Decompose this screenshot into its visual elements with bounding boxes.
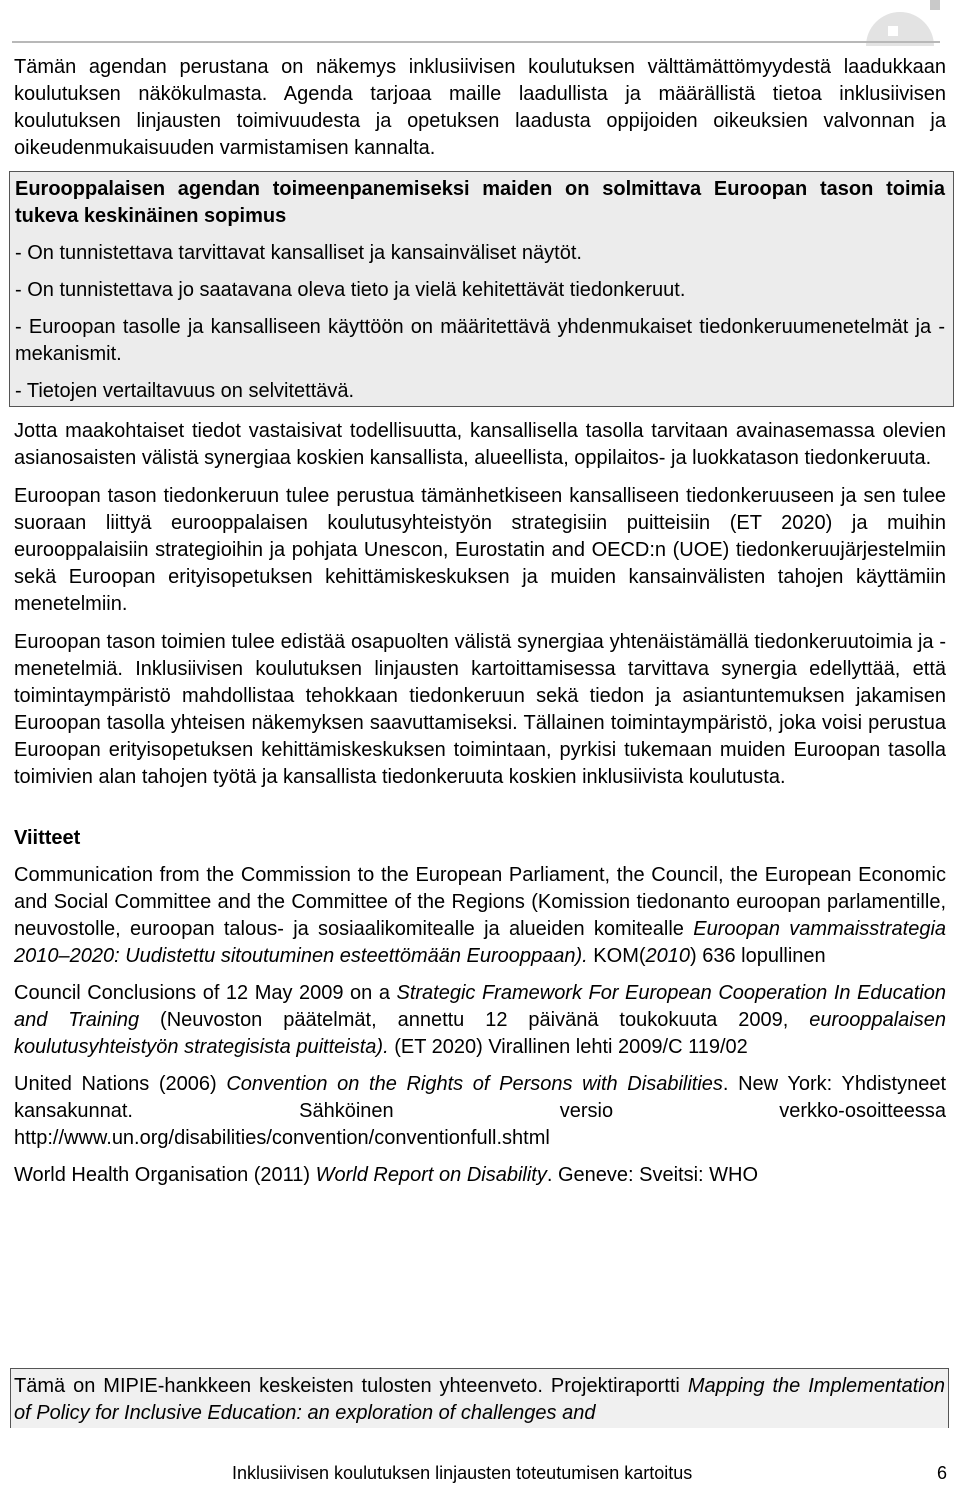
- summary-note-text: Tämä on MIPIE-hankkeen keskeisten tulosten yhteenveto. Projektiraportti Mapping the Implementation of Policy for Inclusive Education: an exploration of challenges and: [14, 1375, 945, 1424]
- agenda-item: - On tunnistettava tarvittavat kansalliset ja kansainväliset näytöt.: [15, 242, 582, 264]
- page-number: 6: [937, 1463, 948, 1483]
- body-paragraph: Euroopan tason toimien tulee edistää osapuolten välistä synergiaa yhtenäistämällä tiedonkeruutoimia ja -menetelmiä. Inklusiivisen koulutuksen linjausten kartoittamisessa tarvittava synergia edellyttää, että toimintaympäristö mahdollistaa tehokkaan tiedonkeruun sekä tiedon ja asiantuntemuksen jakamisen Euroopan tasolla yhteisen näkemyksen saavuttamiseksi. Tällainen toimintaympäristö, joka voisi perustua Euroopan erityisopetuksen kehittämiskeskuksen toimintaan, pyrkisi tukemaan muiden Euroopan tasolla toimivien alan tahojen työtä ja kansallista tiedonkeruuta koskien inklusiivista koulutusta.: [14, 631, 946, 788]
- reference-item: Council Conclusions of 12 May 2009 on a Strategic Framework For European Cooperation In Education and Training (Neuvoston päätelmät, annettu 12 päivänä toukokuuta 2009, eurooppalaisen koulutusyhteistyön strategisista puitteista). (ET 2020) Virallinen lehti 2009/C 119/02: [14, 982, 946, 1058]
- reference-item: World Health Organisation (2011) World Report on Disability. Geneve: Sveitsi: WHO: [14, 1164, 759, 1186]
- body-paragraph: Jotta maakohtaiset tiedot vastaisivat todellisuutta, kansallisella tasolla tarvitaan avainasemassa olevien asianosaisten välistä synergiaa koskien kansallista, alueellista, oppilaitos- ja luokkatason tiedonkeruuta.: [14, 420, 946, 469]
- document-body: [14, 54, 946, 1189]
- agenda-box: [9, 171, 954, 407]
- agency-logo-icon: [862, 0, 948, 46]
- body-paragraph: Euroopan tason tiedonkeruun tulee perustua tämänhetkiseen kansalliseen tiedonkeruuseen ja sen tulee suoraan liittyä eurooppalaisen koulutusyhteistyön strategisiin puitteisiin (ET 2020) ja muihin eurooppalaisiin strategioihin ja pohjata Unescon, Eurostatin and OECD:n (UOE) tiedonkeruujärjestelmiin sekä Euroopan erityisopetuksen kehittämiskeskuksen ja muiden kansainvälisten tahojen käyttämiin menetelmiin.: [14, 485, 946, 615]
- footer-title: Inklusiivisen koulutuksen linjausten toteutumisen kartoitus: [232, 1463, 693, 1483]
- agenda-box-heading: Eurooppalaisen agendan toimeenpanemiseksi maiden on solmittava Euroopan tason toimia tukeva keskinäinen sopimus: [15, 178, 945, 227]
- header-rule: [12, 41, 940, 43]
- agenda-item: - On tunnistettava jo saatavana oleva tieto ja vielä kehitettävät tiedonkeruut.: [15, 279, 686, 301]
- reference-item: United Nations (2006) Convention on the Rights of Persons with Disabilities. New York: Yhdistyneet kansakunnat. Sähköinen versio verkko-osoitteessa http://www.un.org/disabilities/convention/conventionfull.shtml: [14, 1073, 947, 1149]
- summary-note-box: [10, 1368, 949, 1428]
- references-heading: Viitteet: [14, 827, 81, 849]
- reference-item: Communication from the Commission to the European Parliament, the Council, the European Economic and Social Committee and the Committee of the Regions (Komission tiedonanto euroopan parlamentille, neuvostolle, euroopan talous- ja sosiaalikomitealle ja alueiden komitealle Euroopan vammaisstrategia 2010–2020: Uudistettu sitoutuminen esteettömään Eurooppaan). KOM(2010) 636 lopullinen: [14, 864, 947, 967]
- intro-paragraph: Tämän agendan perustana on näkemys inklusiivisen koulutuksen välttämättömyydestä laadukkaan koulutuksen näkökulmasta. Agenda tarjoaa maille laadullista ja määrällistä tietoa inklusiivisen koulutuksen linjausten toimivuudesta ja opetuksen laadusta oppijoiden oikeuksien valvonnan ja oikeudenmukaisuuden varmistamisen kannalta.: [14, 56, 946, 159]
- page-footer: [0, 1463, 960, 1487]
- agenda-item: - Tietojen vertailtavuus on selvitettävä.: [15, 380, 355, 402]
- agenda-item: - Euroopan tasolle ja kansalliseen käyttöön on määritettävä yhdenmukaiset tiedonkeruumenetelmät ja -mekanismit.: [15, 316, 945, 365]
